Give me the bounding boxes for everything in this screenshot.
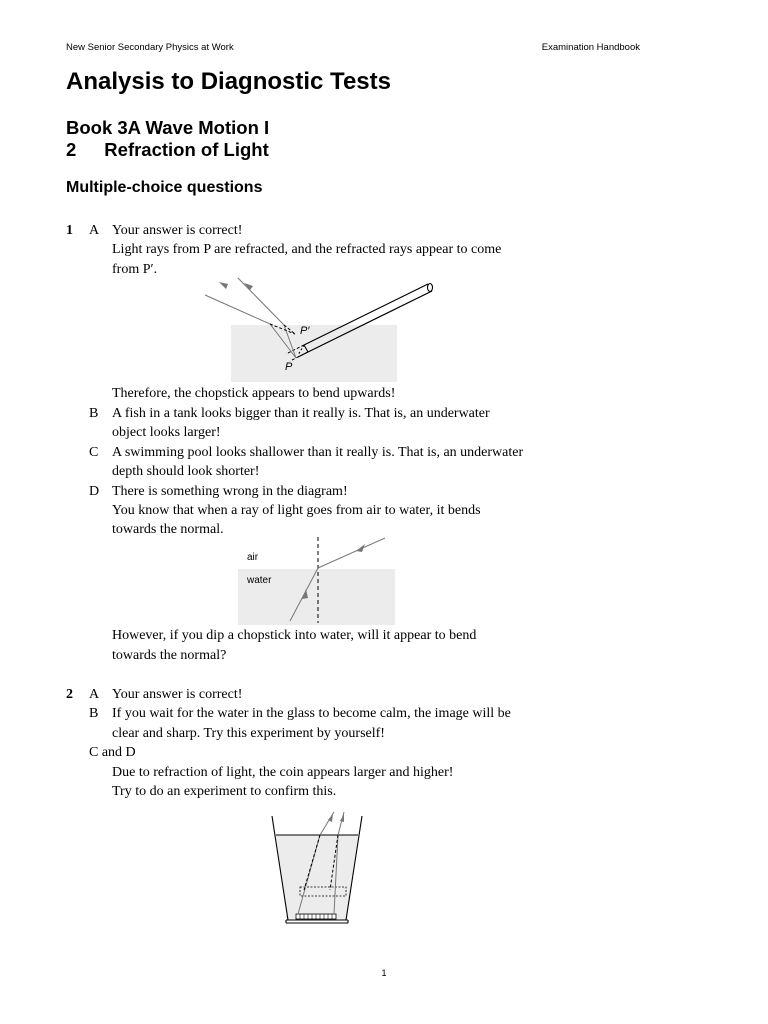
label-air: air — [247, 552, 259, 563]
q1-a-line-1: Your answer is correct! — [112, 223, 243, 238]
q1-d-letter: D — [89, 484, 100, 499]
q1-b-line-1: A fish in a tank looks bigger than it really is. That is, an underwater — [112, 406, 490, 421]
q2-a-text: Your answer is correct! — [112, 687, 243, 702]
chopstick-figure — [200, 272, 440, 384]
q2-b-line-1: If you wait for the water in the glass to become calm, the image will be — [112, 706, 511, 721]
book-title: Book 3A Wave Motion I — [66, 117, 270, 138]
q1-c-line-1: A swimming pool looks shallower than it really is. That is, an underwater — [112, 445, 524, 460]
q2-a-letter: A — [89, 687, 100, 702]
q2-b-line-2: clear and sharp. Try this experiment by yourself! — [112, 726, 385, 741]
q1-b-letter: B — [89, 406, 99, 421]
q1-c-line-2: depth should look shorter! — [112, 464, 260, 479]
q1-a-line-3: from P′. — [112, 262, 158, 277]
section-heading: Multiple-choice questions — [66, 179, 263, 196]
header-left: New Senior Secondary Physics at Work — [66, 42, 234, 53]
page-title: Analysis to Diagnostic Tests — [66, 68, 391, 95]
q1-d-after-1: However, if you dip a chopstick into water, will it appear to bend — [112, 628, 477, 643]
q2-b-letter: B — [89, 706, 99, 721]
q1-a-after: Therefore, the chopstick appears to bend upwards! — [112, 386, 396, 401]
label-p-image: P′ — [300, 325, 310, 337]
q2-cd-line-1: Due to refraction of light, the coin appears larger and higher! — [112, 765, 454, 780]
water-region — [231, 325, 397, 382]
water-in-glass — [276, 835, 358, 920]
label-p: P — [285, 361, 293, 373]
q1-c-letter: C — [89, 445, 99, 460]
page-number: 1 — [381, 968, 387, 978]
q1-a-letter: A — [89, 223, 100, 238]
q2-cd-letter: C and D — [89, 745, 136, 760]
header-right: Examination Handbook — [541, 42, 640, 53]
q1-a-line-2: Light rays from P are refracted, and the refracted rays appear to come — [112, 242, 502, 257]
chapter-title: Refraction of Light — [104, 139, 269, 160]
air-water-figure — [236, 535, 398, 627]
chapter-heading — [66, 139, 269, 161]
q1-number: 1 — [66, 223, 73, 238]
q1-b-line-2: object looks larger! — [112, 425, 221, 440]
q2-number: 2 — [66, 687, 73, 702]
q1-d-line-3: towards the normal. — [112, 522, 224, 537]
q2-cd-line-2: Try to do an experiment to confirm this. — [112, 784, 337, 799]
glass-coin-figure — [268, 812, 366, 928]
label-water: water — [247, 575, 272, 586]
q1-d-after-2: towards the normal? — [112, 648, 227, 663]
q1-d-line-2: You know that when a ray of light goes from air to water, it bends — [112, 503, 481, 518]
q1-d-line-1: There is something wrong in the diagram! — [112, 484, 348, 499]
chapter-number: 2 — [66, 139, 77, 160]
